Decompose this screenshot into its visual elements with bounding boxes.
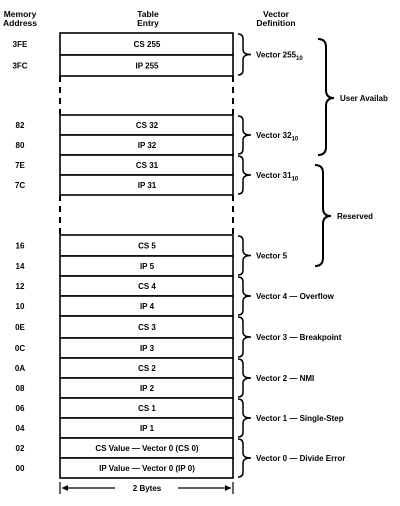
table-entry: CS 255: [133, 40, 161, 49]
header-memory-address-line1: Memory: [3, 9, 37, 19]
vector-label-text: Vector 1 — Single-Step: [256, 414, 344, 423]
reserved-group: [315, 165, 373, 266]
header-table-entry: [137, 9, 159, 28]
memory-address: 06: [15, 404, 25, 413]
header-memory-address: [3, 9, 37, 28]
table-entry: CS 2: [138, 364, 156, 373]
vector-label: [256, 333, 342, 342]
vector-label-text: Vector 0 — Divide Error: [256, 454, 346, 463]
header-vector-definition: [256, 9, 295, 28]
width-indicator: [60, 482, 233, 494]
vector-definition: [238, 116, 299, 154]
header-vector-definition-line2: Definition: [256, 18, 296, 28]
vector-label-subscript: 10: [291, 136, 299, 143]
table-entry: IP Value — Vector 0 (IP 0): [99, 464, 195, 473]
vector-label: [256, 454, 345, 463]
memory-address: 12: [15, 282, 25, 291]
width-label: 2 Bytes: [132, 484, 162, 493]
memory-address: 00: [15, 464, 25, 473]
vector-label-text: Vector 4 — Overflow: [256, 292, 334, 301]
vector-brace: [238, 439, 251, 477]
table-row: [16, 398, 233, 418]
table-row: [16, 235, 233, 256]
memory-address: 82: [15, 121, 25, 130]
table-entry: IP 1: [139, 424, 155, 433]
memory-address: 3FE: [12, 40, 28, 49]
user-available-brace: [318, 39, 334, 155]
memory-address: 04: [15, 424, 25, 433]
vector-label: [256, 131, 299, 143]
header-vector-definition-line1: Vector: [263, 9, 289, 19]
memory-address: 0A: [14, 364, 26, 373]
table-entry: IP 3: [139, 344, 155, 353]
table-row: [16, 458, 233, 478]
memory-address: 7E: [15, 161, 25, 170]
vector-label-text: Vector 32: [256, 131, 292, 140]
memory-address: 0E: [15, 323, 25, 332]
memory-address: 7C: [14, 181, 26, 190]
vector-definition: [238, 317, 342, 357]
vector-label-subscript: 10: [291, 176, 299, 183]
vector-definition: [238, 439, 345, 477]
user-available-label: User Availab: [340, 94, 388, 103]
memory-address: 3FC: [12, 61, 28, 71]
table-row: [16, 135, 233, 155]
table-entry: CS 1: [138, 404, 156, 413]
table-entry: IP 32: [137, 141, 157, 150]
memory-address: 16: [15, 241, 25, 251]
vector-label: [256, 374, 314, 383]
table-entry: CS 5: [138, 241, 156, 251]
vector-label: [256, 171, 299, 183]
reserved-brace: [315, 165, 331, 266]
table-entry: CS 3: [138, 323, 156, 332]
header-table-entry-line1: Table: [137, 9, 159, 19]
width-arrow-right: [225, 485, 231, 491]
memory-address: 14: [15, 262, 25, 271]
table-row: [16, 296, 233, 316]
vector-definition: [238, 399, 344, 437]
table-entry: IP 4: [139, 302, 155, 311]
memory-address: 08: [15, 384, 25, 393]
table-row: [16, 276, 233, 296]
table-row: [15, 175, 233, 195]
header-memory-address-line2: Address: [2, 18, 38, 28]
vector-label-text: Vector 5: [256, 251, 288, 261]
vector-table: [12, 33, 233, 478]
vector-definition: [238, 156, 299, 194]
vector-definitions: [238, 34, 345, 477]
table-entry: CS Value — Vector 0 (CS 0): [95, 444, 199, 453]
table-row: [15, 338, 233, 358]
vector-label-text: Vector 3 — Breakpoint: [256, 333, 342, 342]
table-row: [16, 418, 233, 438]
memory-address: 02: [15, 444, 25, 453]
memory-address: 80: [15, 141, 25, 150]
vector-label: [256, 414, 344, 423]
table-entry: IP 5: [139, 262, 155, 271]
vector-brace: [238, 236, 251, 275]
table-row: [15, 316, 233, 338]
vector-definition: [238, 277, 335, 315]
vector-brace: [238, 399, 251, 437]
vector-label-subscript: 10: [296, 56, 303, 62]
vector-brace: [238, 116, 251, 154]
table-entry: CS 32: [135, 121, 159, 130]
header-table-entry-line2: Entry: [137, 18, 159, 28]
table-row: [15, 358, 233, 378]
table-entry: CS 31: [135, 161, 159, 170]
table-entry: IP 255: [135, 61, 159, 71]
width-arrow-left: [62, 485, 68, 491]
vector-label-text: Vector 255: [256, 50, 297, 60]
vector-label: [256, 292, 335, 301]
user-available-group: [318, 39, 388, 155]
vector-brace: [238, 156, 251, 194]
table-row: [16, 256, 233, 276]
vector-label: [256, 252, 288, 261]
vector-label-text: Vector 31: [256, 171, 292, 180]
table-row: [16, 115, 233, 135]
vector-label: [256, 51, 303, 63]
table-row: [15, 155, 233, 175]
table-row: [16, 438, 233, 458]
table-row: [13, 33, 233, 55]
vector-label-text: Vector 2 — NMI: [256, 374, 315, 383]
table-entry: IP 2: [139, 384, 155, 393]
reserved-label: Reserved: [337, 212, 374, 221]
table-entry: IP 31: [137, 181, 157, 190]
vector-brace: [238, 359, 251, 397]
vector-brace: [238, 317, 251, 357]
memory-address: 0C: [14, 344, 26, 353]
vector-definition: [238, 34, 303, 75]
memory-address: 10: [15, 302, 25, 311]
table-entry: CS 4: [138, 282, 156, 291]
table-row: [12, 55, 233, 76]
vector-definition: [238, 359, 314, 397]
table-row: [16, 378, 233, 398]
vector-definition: [238, 236, 288, 275]
vector-brace: [238, 277, 251, 315]
vector-brace: [238, 34, 251, 75]
